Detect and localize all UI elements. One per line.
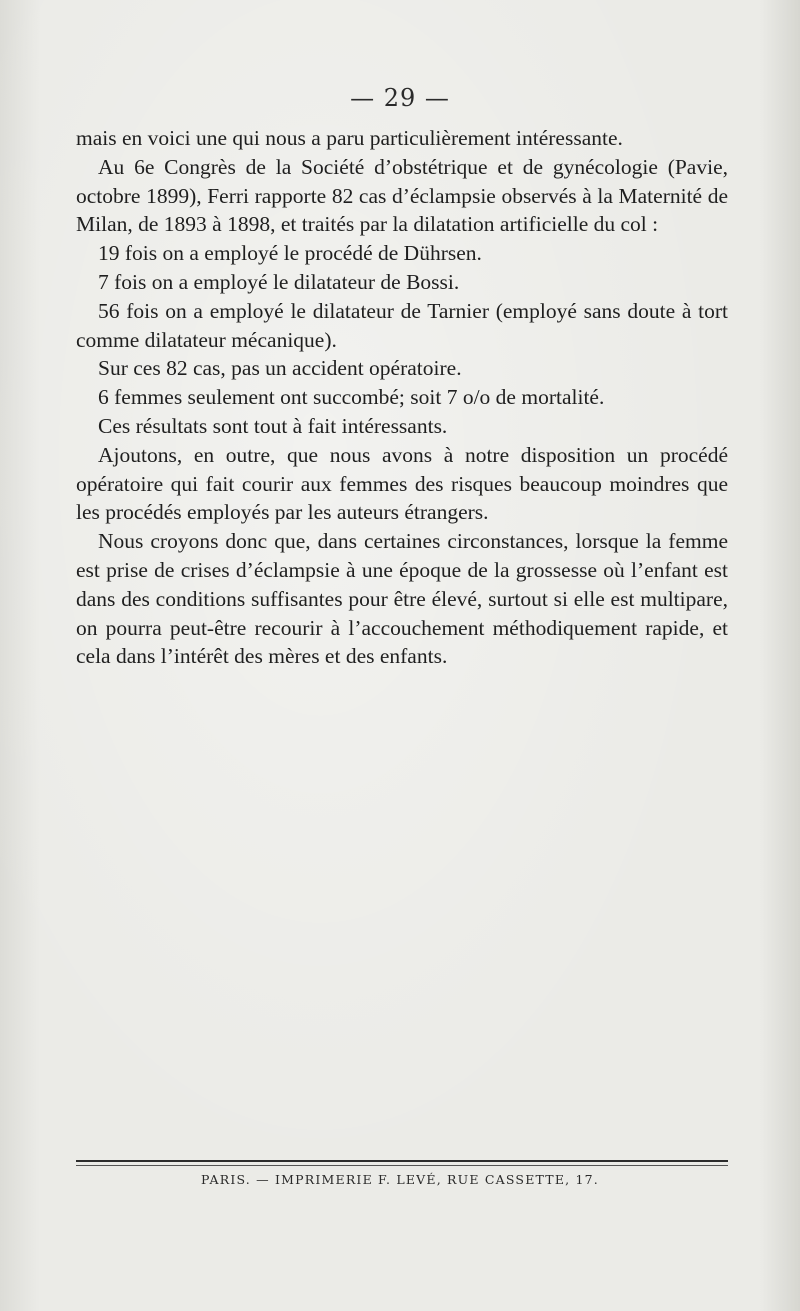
page-number: — 29 — bbox=[350, 84, 450, 112]
paragraph: mais en voici une qui nous a paru particulièrement intéressante. bbox=[76, 126, 623, 150]
footer-rule bbox=[76, 1160, 728, 1162]
footer-rule-thin bbox=[76, 1165, 728, 1166]
paragraph: 6 femmes seulement ont succombé; soit 7 o/o de mortalité. bbox=[98, 385, 605, 410]
printer-imprint: PARIS. — IMPRIMERIE F. LEVÉ, RUE CASSETTE, 17. bbox=[201, 1172, 599, 1187]
paragraph: Sur ces 82 cas, pas un accident opératoire. bbox=[98, 356, 462, 381]
paragraph: Ces résultats sont tout à fait intéressants. bbox=[98, 413, 448, 438]
paragraph: Au 6e Congrès de la Société d’obstétrique et de gynécologie (Pavie, octobre 1899), Ferri rapporte 82 cas d’éclampsie observés à la Maternité de Milan, de 1893 à 1898, et traités par la dilatation artificielle du col : bbox=[76, 154, 728, 237]
paragraph: Ajoutons, en outre, que nous avons à notre disposition un procédé opératoire qui fait courir aux femmes des risques beaucoup moindres que les procédés employés par les auteurs étrangers. bbox=[76, 442, 728, 525]
body-text bbox=[76, 124, 728, 671]
paragraph: Nous croyons donc que, dans certaines circonstances, lorsque la femme est prise de crises d’éclampsie à une époque de la grossesse où l’enfant est dans des conditions suffisantes pour être élevé, surtout si elle est multipare, on pourra peut-être recourir à l’accouchement méthodiquement rapide, et cela dans l’intérêt des mères et des enfants. bbox=[76, 529, 728, 669]
list-item: 56 fois on a employé le dilatateur de Tarnier (employé sans doute à tort comme dilatateur mécanique). bbox=[76, 298, 728, 352]
list-item: 7 fois on a employé le dilatateur de Bossi. bbox=[98, 269, 460, 294]
list-item: 19 fois on a employé le procédé de Dührsen. bbox=[98, 241, 482, 266]
